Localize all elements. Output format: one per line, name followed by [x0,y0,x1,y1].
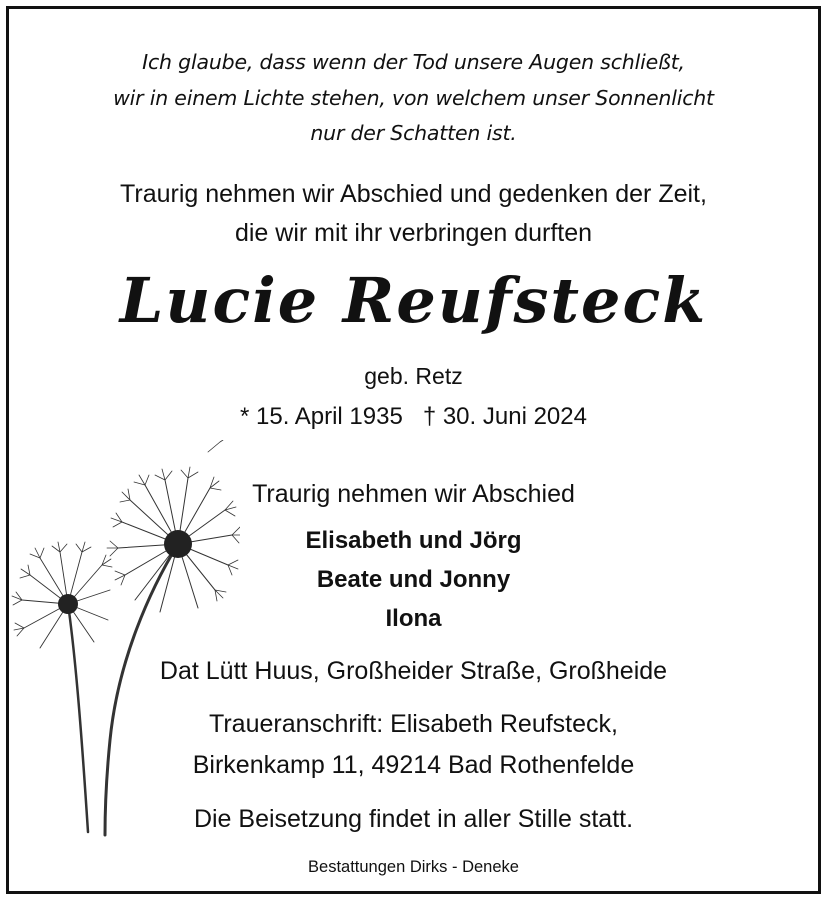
family-member-2: Beate und Jonny [316,566,511,593]
life-dates: * 15. April 1935 † 30. Juni 2024 [240,403,587,430]
address-line-1: Traueranschrift: Elisabeth Reufsteck, [209,710,618,738]
deceased-name: Lucie Reufsteck [119,264,708,337]
intro-line-1: Traurig nehmen wir Abschied und gedenken der Zeit, [120,180,707,208]
quote-line-3: nur der Schatten ist. [310,121,517,145]
farewell-line: Traurig nehmen wir Abschied [252,480,575,508]
address-line-2: Birkenkamp 11, 49214 Bad Rothenfelde [192,751,635,779]
family-member-1: Elisabeth und Jörg [305,527,522,554]
burial-line: Die Beisetzung findet in aller Stille statt. [193,805,634,833]
quote-line-1: Ich glaube, dass wenn der Tod unsere Augen schließt, [142,50,685,74]
family-member-3: Ilona [385,605,442,632]
intro-line-2: die wir mit ihr verbringen durften [234,219,593,247]
location-line: Dat Lütt Huus, Großheider Straße, Großheide [159,657,668,685]
quote-line-2: wir in einem Lichte stehen, von welchem unser Sonnenlicht [113,86,714,110]
maiden-name: geb. Retz [364,363,463,389]
undertaker-line: Bestattungen Dirks - Deneke [308,858,519,876]
